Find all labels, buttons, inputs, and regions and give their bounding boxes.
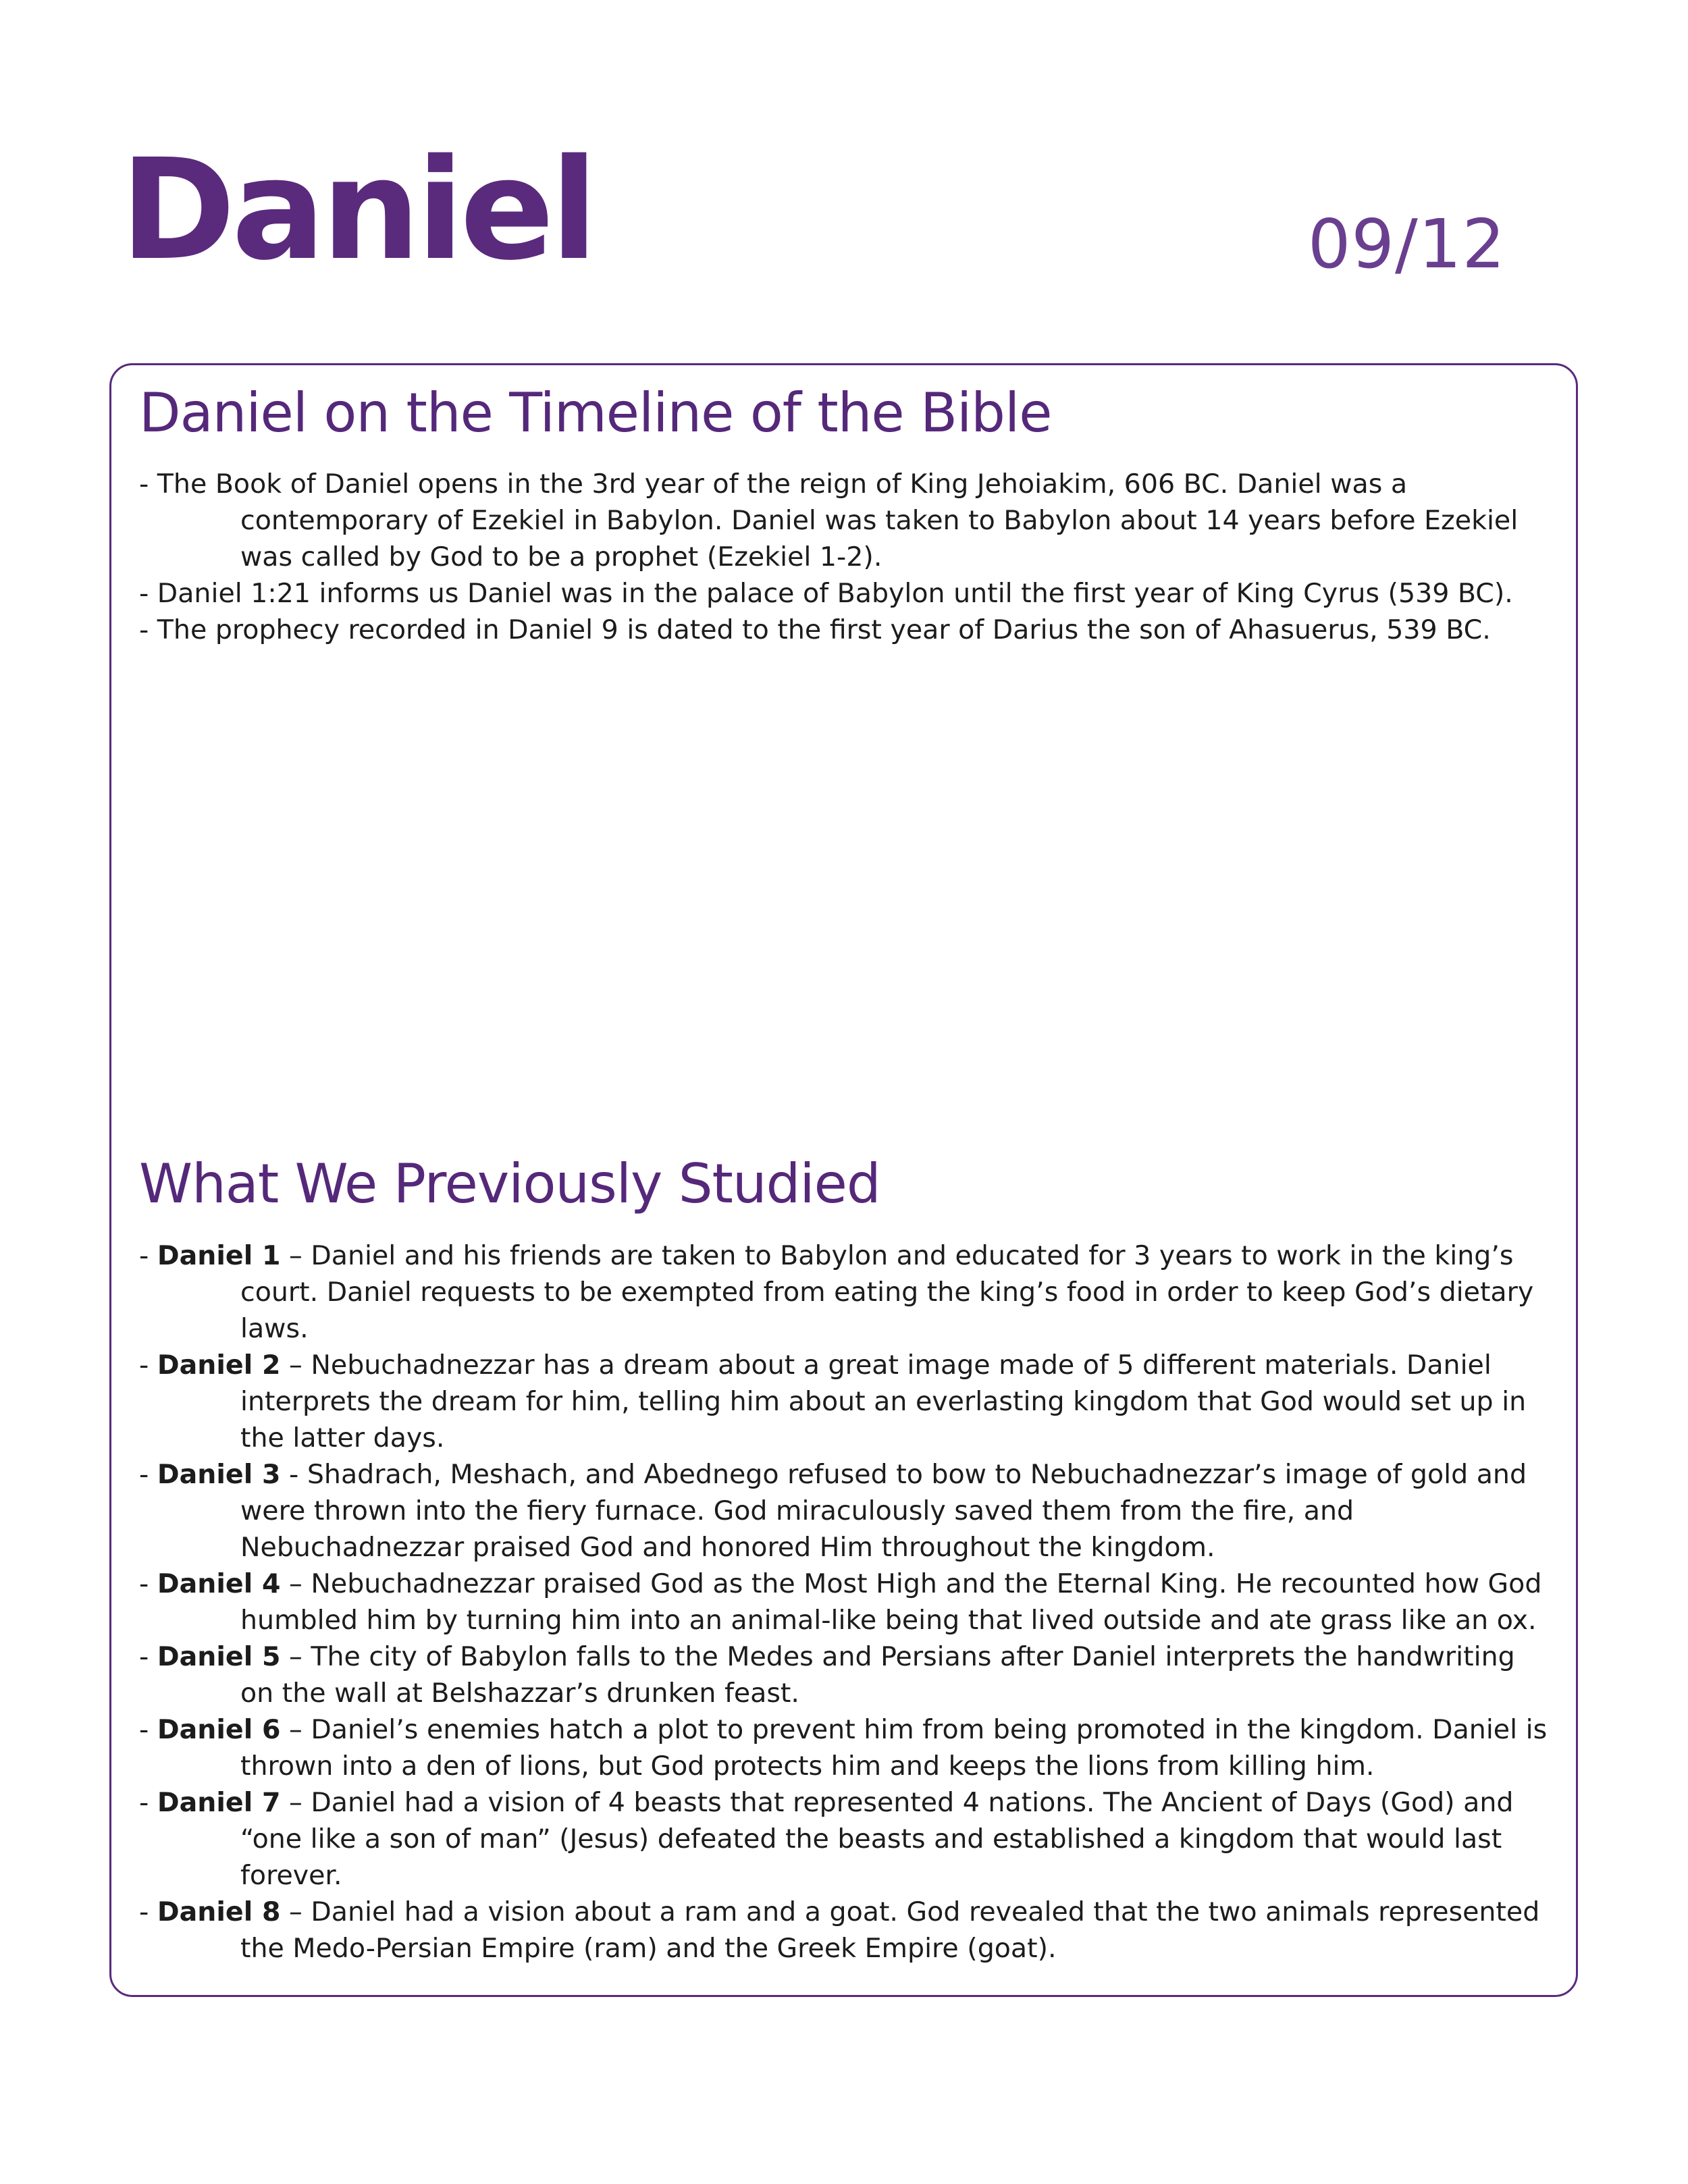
chapter-reference: Daniel 2	[157, 1350, 281, 1381]
item-summary: – Daniel had a vision of 4 beasts that represented 4 nations. The Ancient of Days (God) and “one like a son of man” (Jesus) defeated the beasts and established a kingdom that would last forever.	[240, 1787, 1514, 1891]
timeline-item: - The Book of Daniel opens in the 3rd year of the reign of King Jehoiakim, 606 BC. Daniel was a contemporary of Ezekiel in Babylon. Daniel was taken to Babylon about 14 years before Ezekiel was called by God to be a prophet (Ezekiel 1-2).	[139, 469, 1519, 572]
item-summary: – Daniel had a vision about a ram and a goat. God revealed that the two animals represented the Medo-Persian Empire (ram) and the Greek Empire (goat).	[240, 1896, 1540, 1964]
item-summary: – Daniel and his friends are taken to Babylon and educated for 3 years to work in the king’s court. Daniel requests to be exempted from eating the king’s food in order to keep God’s dietary laws.	[240, 1240, 1534, 1344]
timeline-list	[139, 466, 1554, 648]
timeline-heading: Daniel on the Timeline of the Bible	[139, 381, 1052, 444]
chapter-reference: Daniel 7	[157, 1787, 281, 1818]
item-prefix: -	[139, 1459, 157, 1490]
item-prefix: -	[139, 1240, 157, 1271]
chapter-reference: Daniel 6	[157, 1714, 281, 1745]
item-prefix: -	[139, 1350, 157, 1381]
chapter-reference: Daniel 1	[157, 1240, 281, 1271]
timeline-item: - Daniel 1:21 informs us Daniel was in the palace of Babylon until the first year of King Cyrus (539 BC).	[139, 578, 1513, 609]
item-prefix: -	[139, 1568, 157, 1599]
studied-item	[139, 1347, 1554, 1456]
item-prefix: -	[139, 1896, 157, 1927]
item-summary: – Nebuchadnezzar praised God as the Most High and the Eternal King. He recounted how God humbled him by turning him into an animal-like being that lived outside and ate grass like an ox.	[240, 1568, 1542, 1636]
item-summary: – The city of Babylon falls to the Medes and Persians after Daniel interprets the handwriting on the wall at Belshazzar’s drunken feast.	[240, 1641, 1515, 1709]
studied-item	[139, 1237, 1554, 1347]
studied-item	[139, 1784, 1554, 1894]
studied-item	[139, 1456, 1554, 1566]
chapter-reference: Daniel 4	[157, 1568, 281, 1599]
timeline-item: - The prophecy recorded in Daniel 9 is dated to the first year of Darius the son of Ahasuerus, 539 BC.	[139, 614, 1491, 645]
previously-studied-heading: What We Previously Studied	[139, 1152, 880, 1215]
page-number: 09/12	[1307, 205, 1506, 284]
item-summary: – Daniel’s enemies hatch a plot to prevent him from being promoted in the kingdom. Daniel is thrown into a den of lions, but God protects him and keeps the lions from killing him.	[240, 1714, 1548, 1782]
studied-item	[139, 1639, 1554, 1711]
chapter-reference: Daniel 8	[157, 1896, 281, 1927]
previously-studied-list	[139, 1237, 1554, 1967]
studied-item	[139, 1711, 1554, 1784]
item-prefix: -	[139, 1787, 157, 1818]
chapter-reference: Daniel 3	[157, 1459, 281, 1490]
item-prefix: -	[139, 1641, 157, 1672]
chapter-reference: Daniel 5	[157, 1641, 281, 1672]
item-summary: – Nebuchadnezzar has a dream about a great image made of 5 different materials. Daniel interprets the dream for him, telling him about an everlasting kingdom that God would set up in the latter days.	[240, 1350, 1527, 1454]
item-prefix: -	[139, 1714, 157, 1745]
item-summary: - Shadrach, Meshach, and Abednego refused to bow to Nebuchadnezzar’s image of gold and were thrown into the fiery furnace. God miraculously saved them from the fire, and Nebuchadnezzar praised God and honored Him throughout the kingdom.	[240, 1459, 1527, 1563]
page-title: Daniel	[120, 129, 594, 291]
studied-item	[139, 1566, 1554, 1639]
studied-item	[139, 1894, 1554, 1967]
